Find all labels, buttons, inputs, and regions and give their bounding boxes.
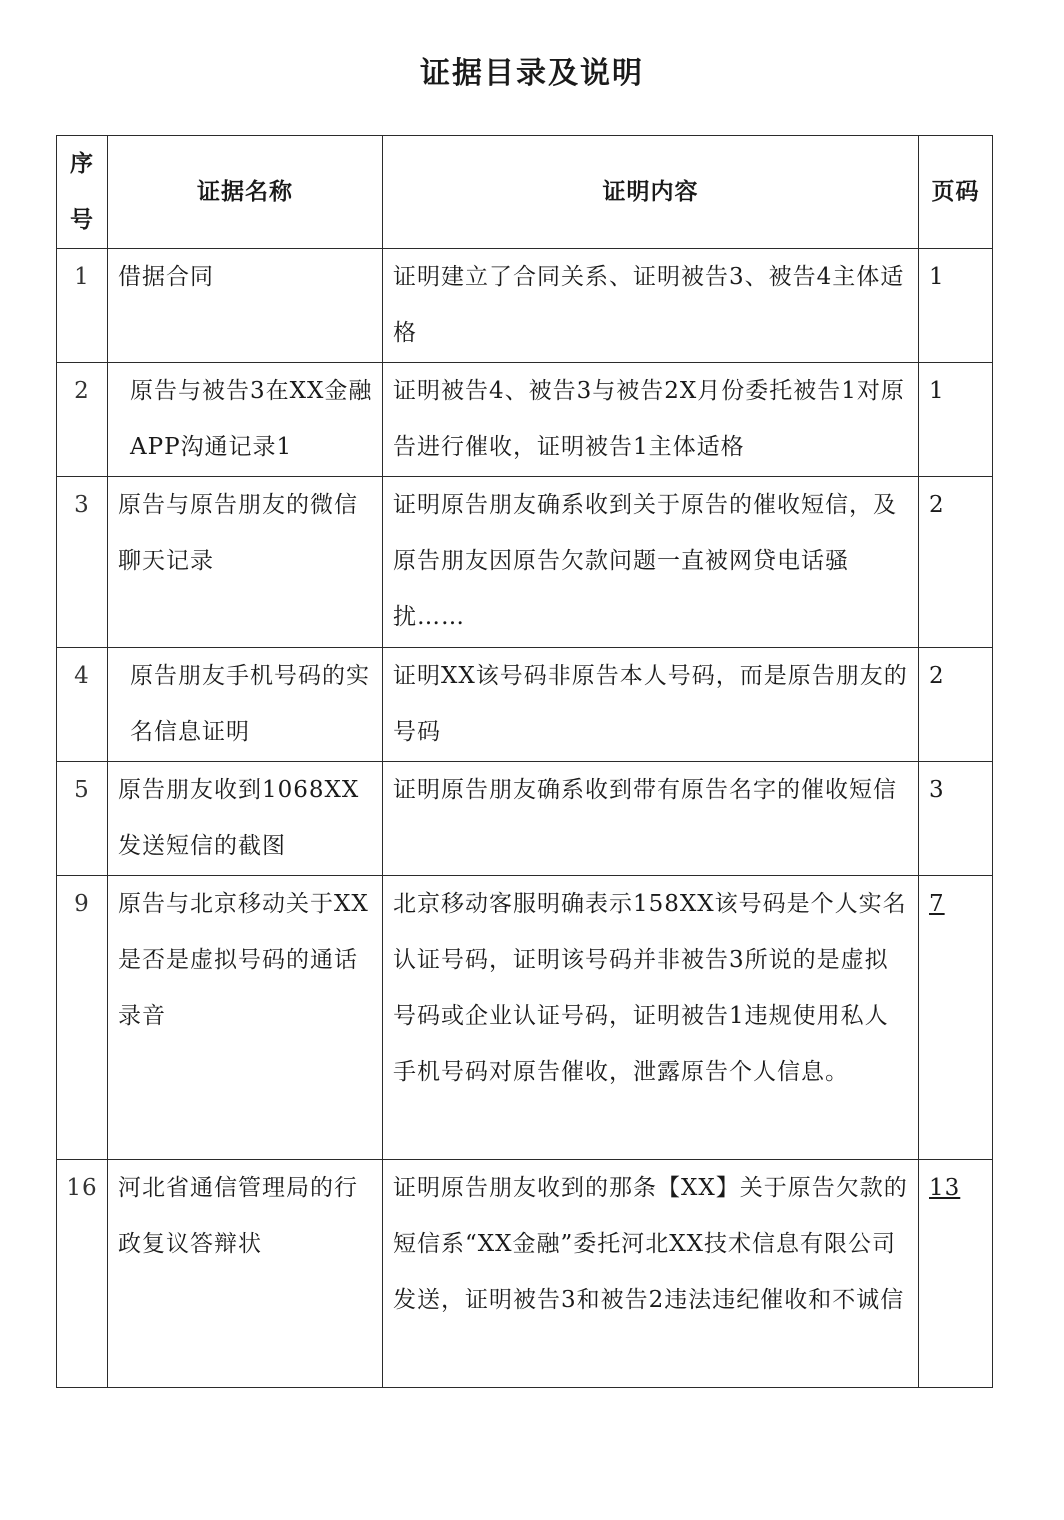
header-seq-line1: 序 [70,150,94,177]
table-row [57,762,993,876]
header-name: 证据名称 [108,136,383,249]
row-page: 2 [919,477,993,648]
document-title: 证据目录及说明 [420,56,644,91]
row-seq: 16 [57,1160,108,1388]
header-seq-line2: 号 [70,206,94,233]
row-page [919,876,993,1160]
row-evidence-name: 原告与原告朋友的微信聊天记录 [108,477,383,648]
row-seq: 1 [57,249,108,363]
row-evidence-name [108,648,383,762]
table-row [57,876,993,1160]
table-row [57,363,993,477]
row-seq: 5 [57,762,108,876]
table-row [57,648,993,762]
row-proof-content: 证明被告4、被告3与被告2X月份委托被告1对原告进行催收，证明被告1主体适格 [383,363,919,477]
row-evidence-name-text: 原告与被告3在XX金融APP沟通记录1 [130,378,373,460]
row-page: 1 [919,249,993,363]
row-proof-content: 证明XX该号码非原告本人号码，而是原告朋友的号码 [383,648,919,762]
row-evidence-name [108,363,383,477]
table-row [57,1160,993,1388]
row-proof-content: 证明原告朋友收到的那条【XX】关于原告欠款的短信系“XX金融”委托河北XX技术信息有限公司发送，证明被告3和被告2违法违纪催收和不诚信 [383,1160,919,1388]
row-evidence-name: 原告朋友收到1068XX发送短信的截图 [108,762,383,876]
row-page [919,1160,993,1388]
row-seq: 3 [57,477,108,648]
header-content: 证明内容 [383,136,919,249]
row-page: 2 [919,648,993,762]
row-proof-content: 证明原告朋友确系收到关于原告的催收短信，及原告朋友因原告欠款问题一直被网贷电话骚扰…… [383,477,919,648]
header-seq [57,136,108,249]
table-row [57,249,993,363]
row-proof-content: 证明原告朋友确系收到带有原告名字的催收短信 [383,762,919,876]
header-page: 页码 [919,136,993,249]
row-evidence-name: 借据合同 [108,249,383,363]
row-proof-content: 北京移动客服明确表示158XX该号码是个人实名认证号码，证明该号码并非被告3所说的是虚拟号码或企业认证号码，证明被告1违规使用私人手机号码对原告催收，泄露原告个人信息。 [383,876,919,1160]
row-evidence-name: 原告与北京移动关于XX是否是虚拟号码的通话录音 [108,876,383,1160]
row-proof-content: 证明建立了合同关系、证明被告3、被告4主体适格 [383,249,919,363]
row-seq: 2 [57,363,108,477]
row-seq: 9 [57,876,108,1160]
table-row [57,477,993,648]
row-page: 3 [919,762,993,876]
evidence-table [56,135,993,1388]
row-evidence-name: 河北省通信管理局的行政复议答辩状 [108,1160,383,1388]
row-seq: 4 [57,648,108,762]
table-header-row [57,136,993,249]
row-evidence-name-text: 原告朋友手机号码的实名信息证明 [130,663,370,745]
row-page-link: 7 [929,891,945,917]
row-page-link: 13 [929,1175,961,1201]
row-page: 1 [919,363,993,477]
